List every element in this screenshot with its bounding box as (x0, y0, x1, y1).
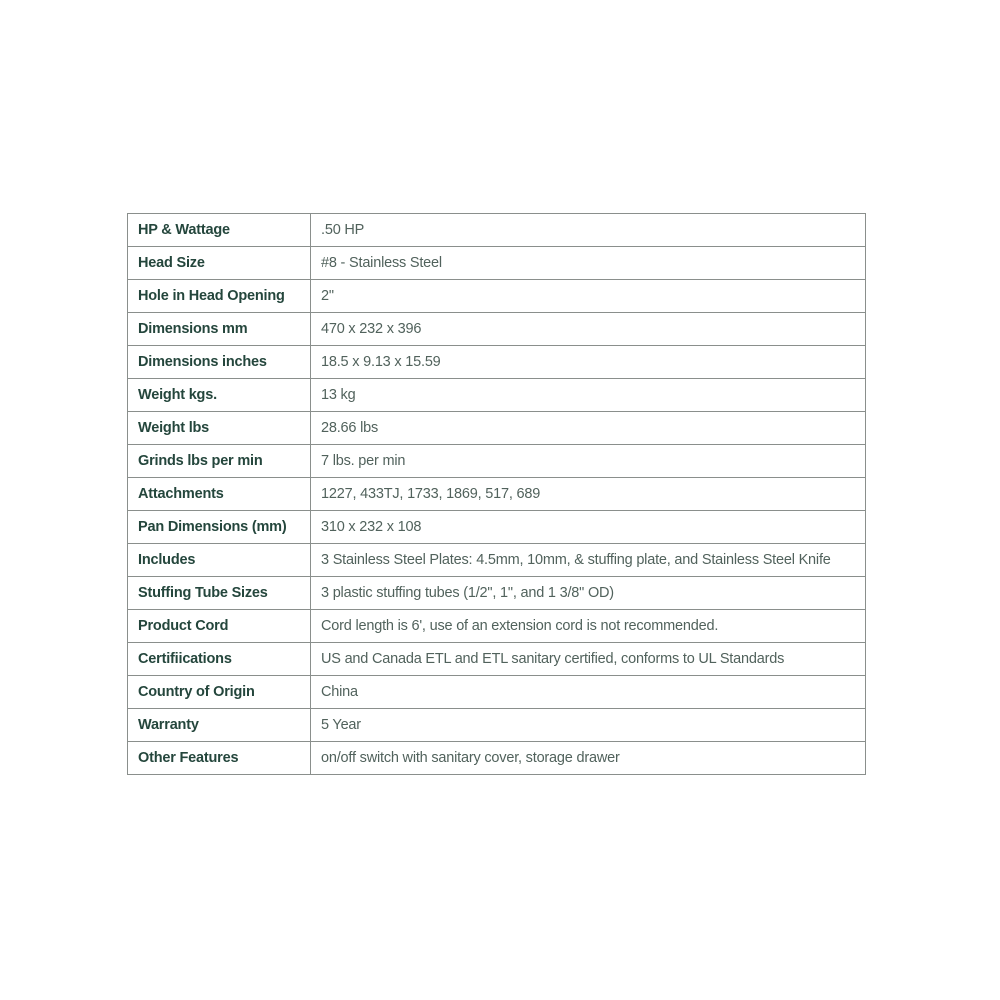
spec-label: Certifiications (128, 643, 311, 676)
spec-value: .50 HP (311, 214, 866, 247)
spec-label: Pan Dimensions (mm) (128, 511, 311, 544)
table-row (128, 214, 866, 247)
table-row (128, 379, 866, 412)
table-row (128, 577, 866, 610)
spec-value: 470 x 232 x 396 (311, 313, 866, 346)
table-row (128, 478, 866, 511)
spec-value: #8 - Stainless Steel (311, 247, 866, 280)
spec-label: Dimensions mm (128, 313, 311, 346)
table-row (128, 280, 866, 313)
spec-value: 18.5 x 9.13 x 15.59 (311, 346, 866, 379)
spec-label: Warranty (128, 709, 311, 742)
table-row (128, 445, 866, 478)
spec-value: Cord length is 6', use of an extension cord is not recommended. (311, 610, 866, 643)
table-row (128, 346, 866, 379)
product-spec-table (127, 213, 866, 775)
spec-value: 3 Stainless Steel Plates: 4.5mm, 10mm, & stuffing plate, and Stainless Steel Knife (311, 544, 866, 577)
table-row (128, 313, 866, 346)
spec-table-body (128, 214, 866, 775)
spec-label: Other Features (128, 742, 311, 775)
table-row (128, 412, 866, 445)
spec-value: 28.66 lbs (311, 412, 866, 445)
spec-value: 5 Year (311, 709, 866, 742)
spec-label: HP & Wattage (128, 214, 311, 247)
spec-value: US and Canada ETL and ETL sanitary certified, conforms to UL Standards (311, 643, 866, 676)
table-row (128, 643, 866, 676)
spec-value: 2" (311, 280, 866, 313)
spec-label: Dimensions inches (128, 346, 311, 379)
table-row (128, 610, 866, 643)
table-row (128, 511, 866, 544)
spec-label: Includes (128, 544, 311, 577)
spec-label: Weight lbs (128, 412, 311, 445)
spec-label: Product Cord (128, 610, 311, 643)
spec-label: Country of Origin (128, 676, 311, 709)
spec-value: 1227, 433TJ, 1733, 1869, 517, 689 (311, 478, 866, 511)
spec-value: on/off switch with sanitary cover, storage drawer (311, 742, 866, 775)
spec-label: Grinds lbs per min (128, 445, 311, 478)
spec-label: Hole in Head Opening (128, 280, 311, 313)
spec-label: Attachments (128, 478, 311, 511)
spec-label: Weight kgs. (128, 379, 311, 412)
table-row (128, 247, 866, 280)
spec-value: 7 lbs. per min (311, 445, 866, 478)
spec-label: Head Size (128, 247, 311, 280)
spec-value: 13 kg (311, 379, 866, 412)
spec-value: 3 plastic stuffing tubes (1/2", 1", and 1 3/8" OD) (311, 577, 866, 610)
table-row (128, 742, 866, 775)
spec-label: Stuffing Tube Sizes (128, 577, 311, 610)
table-row (128, 676, 866, 709)
spec-value: China (311, 676, 866, 709)
spec-value: 310 x 232 x 108 (311, 511, 866, 544)
table-row (128, 709, 866, 742)
table-row (128, 544, 866, 577)
